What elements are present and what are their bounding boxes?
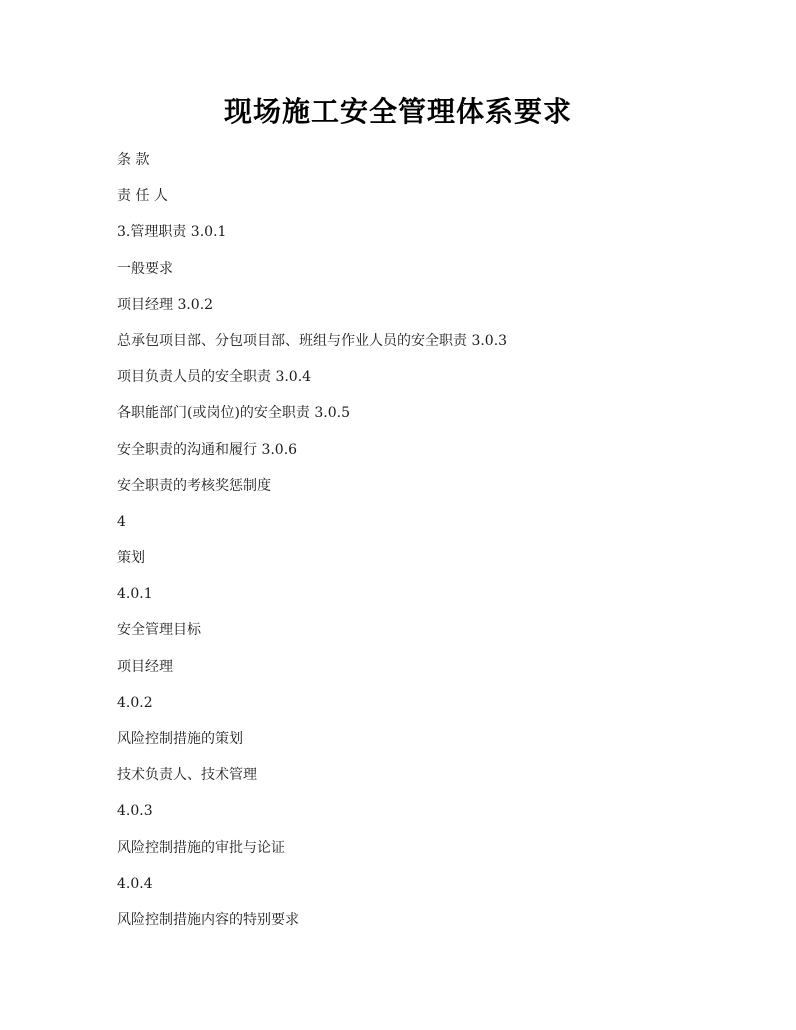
text-line: 4.0.4	[117, 875, 153, 892]
text-line: 3.管理职责 3.0.1	[117, 224, 227, 241]
text-line: 策划	[117, 550, 145, 567]
text-line: 项目负责人员的安全职责 3.0.4	[117, 369, 312, 386]
text-line: 各职能部门(或岗位)的安全职责 3.0.5	[117, 405, 350, 422]
text-line: 安全职责的考核奖惩制度	[117, 477, 271, 494]
text-line: 安全职责的沟通和履行 3.0.6	[117, 441, 298, 458]
text-line: 责 任 人	[117, 188, 168, 205]
text-line: 条 款	[117, 152, 150, 168]
text-line: 项目经理 3.0.2	[117, 296, 214, 313]
text-line: 4	[117, 513, 126, 530]
text-line: 项目经理	[117, 658, 173, 675]
text-line: 总承包项目部、分包项目部、班组与作业人员的安全职责 3.0.3	[117, 332, 508, 349]
text-line: 风险控制措施内容的特别要求	[117, 911, 299, 928]
text-line: 一般要求	[117, 260, 173, 277]
document-title: 现场施工安全管理体系要求	[223, 95, 572, 128]
text-line: 安全管理目标	[117, 622, 201, 639]
text-line: 风险控制措施的审批与论证	[117, 839, 285, 856]
document-body	[117, 148, 757, 944]
text-line: 4.0.3	[117, 803, 153, 820]
text-line: 风险控制措施的策划	[117, 731, 243, 747]
text-line: 4.0.1	[117, 586, 153, 603]
text-line: 技术负责人、技术管理	[117, 767, 257, 784]
text-line: 4.0.2	[117, 694, 153, 711]
